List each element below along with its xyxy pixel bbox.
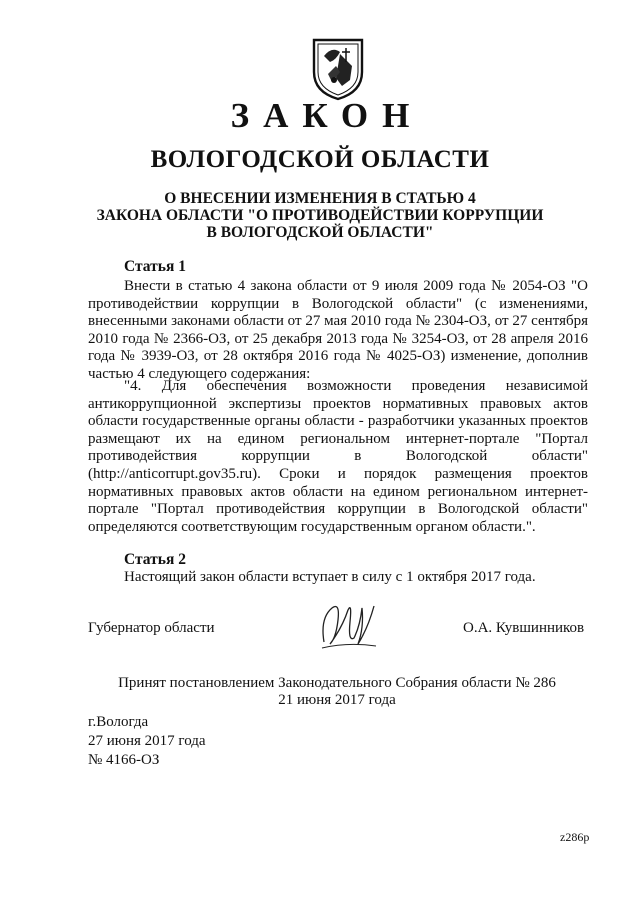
article-1-quote: "4. Для обеспечения возможности проведения независимой антикоррупционной экспертизы проектов нормативных правовых актов области государственные органы области - разработчики указанных проектов размещают их на едином региональном интернет-портале "Портал противодействия коррупции в Вологодской области" (http://anticorrupt.gov35.ru). Сроки и порядок размещения проектов нормативных правовых актов области на едином региональном интернет-портале "Портал противодействия коррупции в Вологодской области" определяются соответствующим государственным органом области.".	[88, 378, 588, 535]
subtitle-line: В ВОЛОГОДСКОЙ ОБЛАСТИ"	[206, 224, 434, 241]
subtitle-line: О ВНЕСЕНИИ ИЗМЕНЕНИЯ В СТАТЬЮ 4	[164, 190, 476, 207]
article-2-paragraph: Настоящий закон области вступает в силу с 1 октября 2017 года.	[124, 569, 536, 585]
adoption-line: Принят постановлением Законодательного Собрания области № 286	[118, 675, 556, 691]
adoption-date: 21 июня 2017 года	[278, 692, 396, 708]
article-1-heading: Статья 1	[124, 258, 186, 275]
signing-date: 27 июня 2017 года	[88, 733, 206, 749]
document-subtitle	[0, 190, 640, 241]
law-number: № 4166-ОЗ	[88, 752, 160, 768]
coat-of-arms-emblem	[310, 36, 366, 102]
place-of-signing: г.Вологда	[88, 714, 149, 730]
document-region: ВОЛОГОДСКОЙ ОБЛАСТИ	[150, 146, 490, 173]
article-1-paragraph: Внести в статью 4 закона области от 9 июля 2009 года № 2054-ОЗ "О противодействии коррупции в Вологодской области" (с изменениями, внесенными законами области от 27 мая 2010 года № 2304-ОЗ, от 27 сентября 2010 года № 2366-ОЗ, от 25 декабря 2013 года № 3254-ОЗ, от 28 апреля 2016 года № 3939-ОЗ, от 28 октября 2016 года № 4025-ОЗ) изменение, дополнив частью 4 следующего содержания:	[88, 278, 588, 382]
handwritten-signature	[318, 598, 380, 654]
subtitle-line: ЗАКОНА ОБЛАСТИ "О ПРОТИВОДЕЙСТВИИ КОРРУПЦИИ	[96, 207, 544, 224]
document-title: ЗАКОН	[230, 96, 424, 135]
page-code: z286p	[560, 830, 590, 844]
signatory-name: О.А. Кувшинников	[463, 620, 585, 636]
article-2-heading: Статья 2	[124, 551, 186, 568]
signatory-position: Губернатор области	[88, 620, 215, 636]
